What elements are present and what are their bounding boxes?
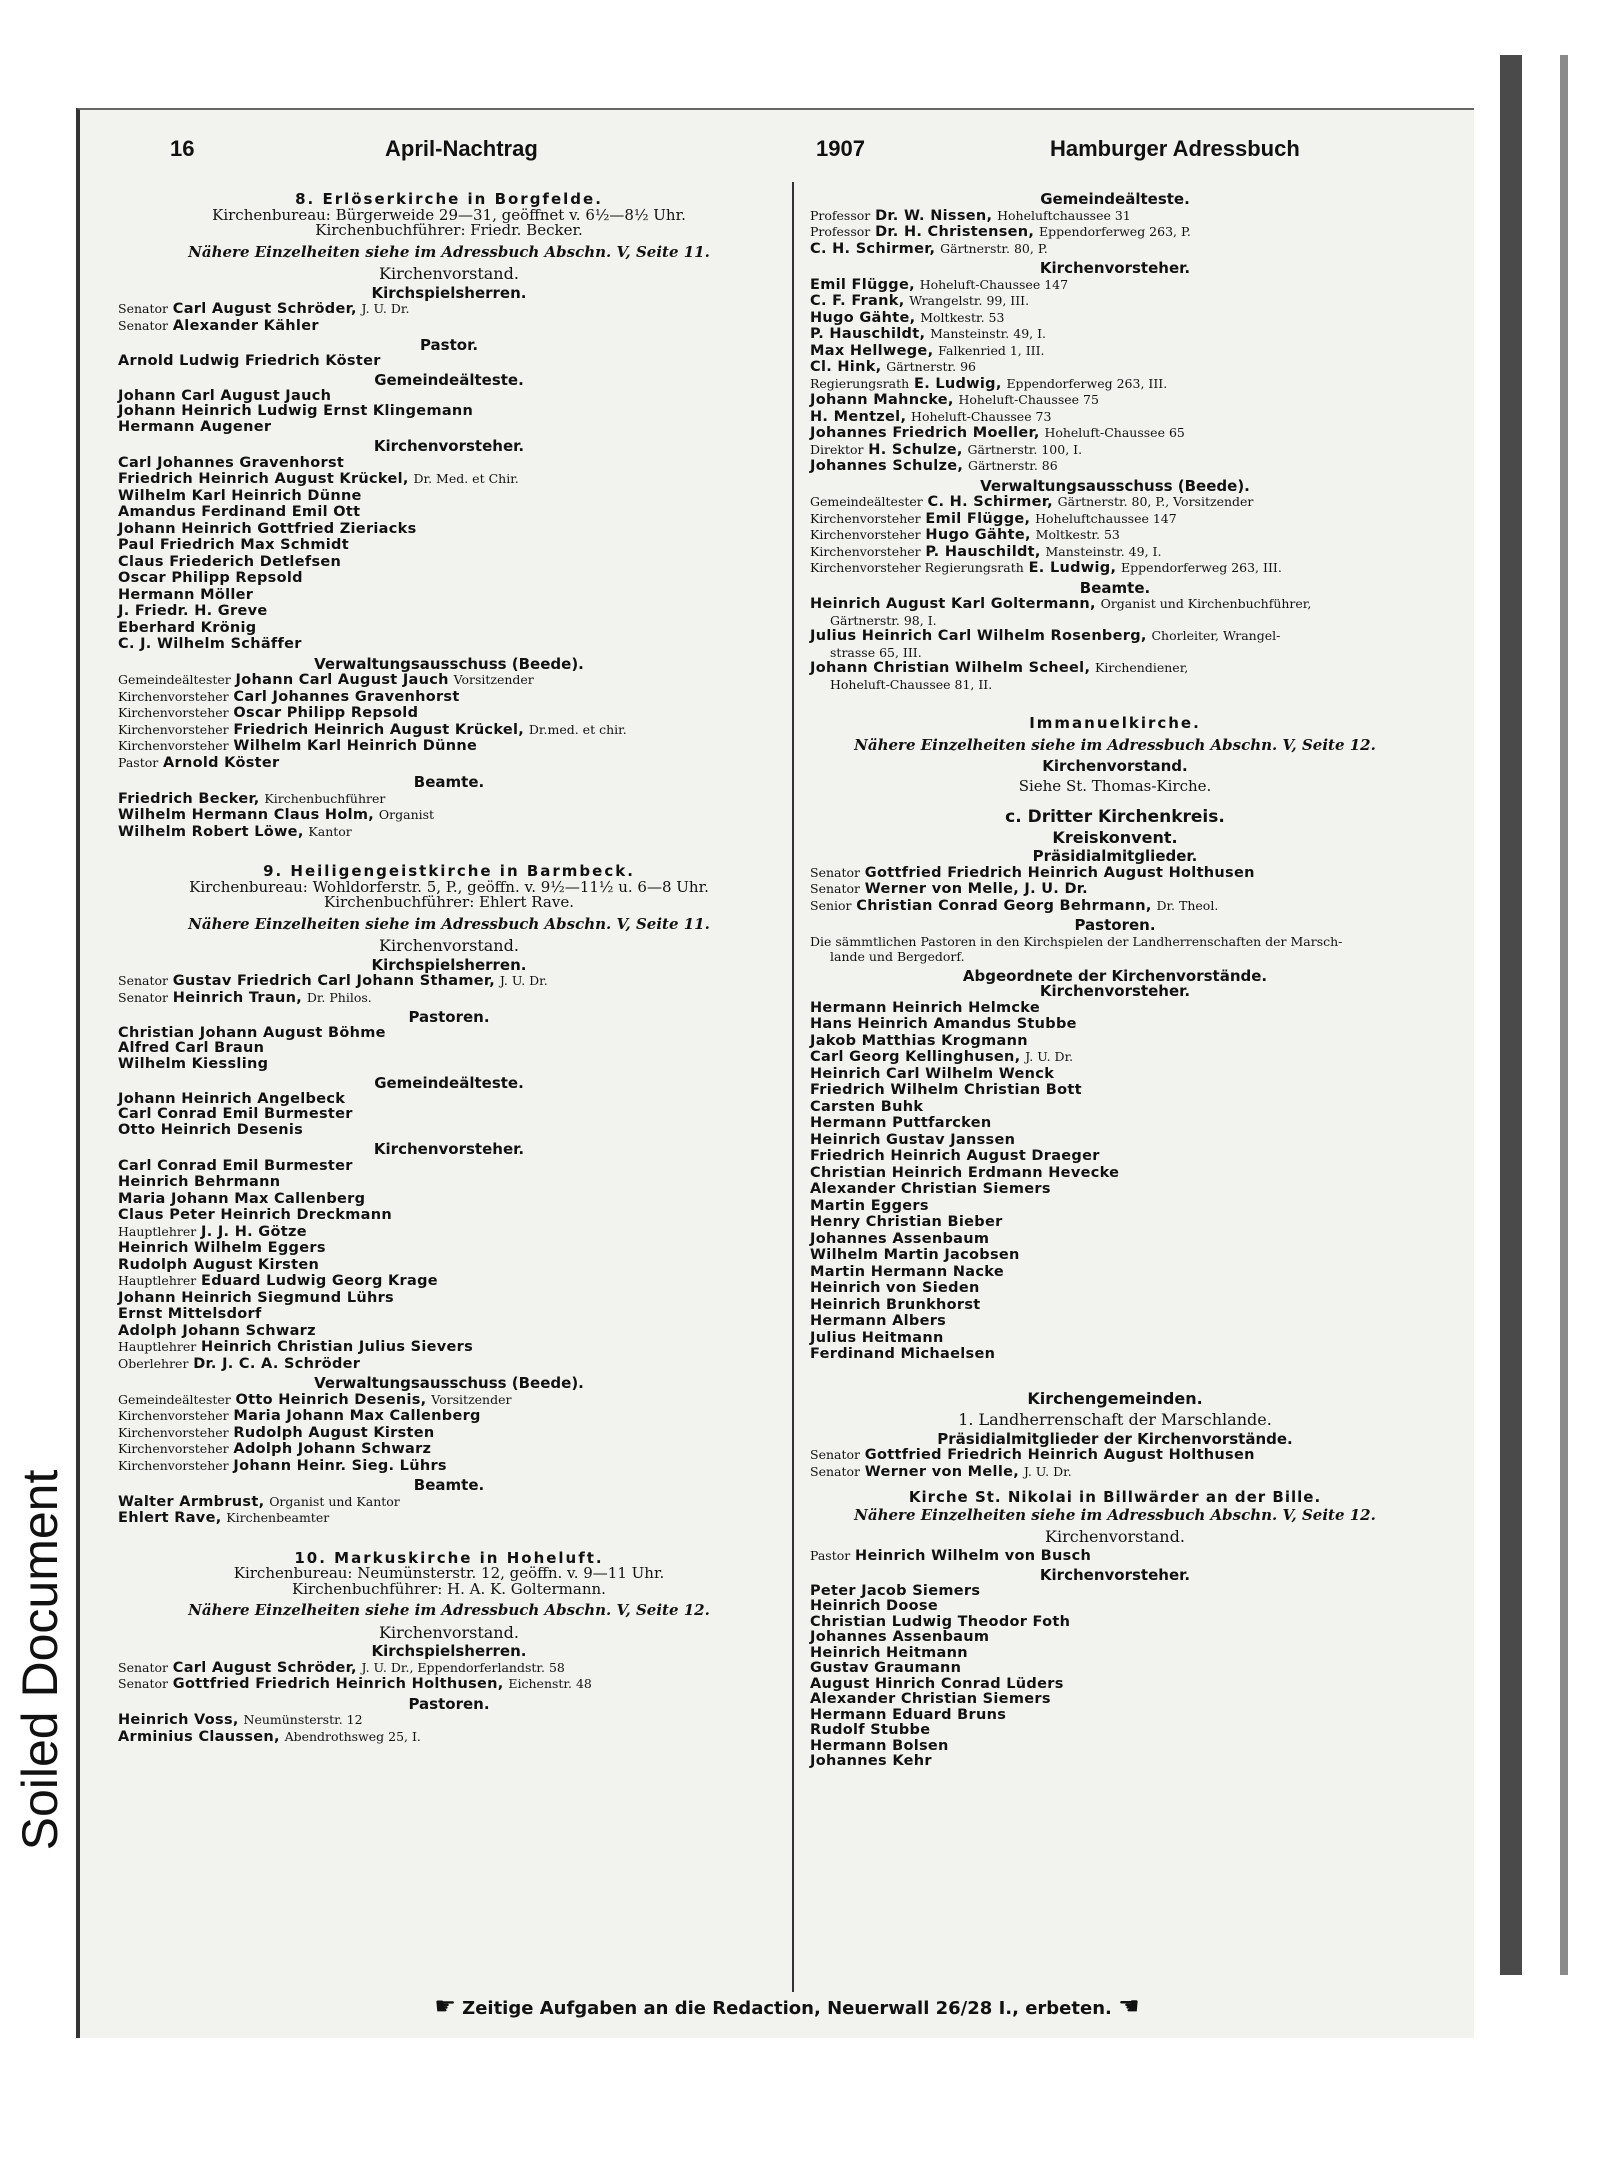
list-item: Heinrich Gustav Janssen: [810, 1131, 1016, 1148]
section-heading: Kirchengemeinden.: [1027, 1388, 1203, 1408]
name-list: [118, 1494, 780, 1527]
list-item: Arnold Ludwig Friedrich Köster: [118, 352, 381, 369]
subheading: Verwaltungsausschuss (Beede).: [314, 1374, 584, 1392]
list-item: Pastor Heinrich Wilhelm von Busch: [810, 1547, 1092, 1564]
details-reference: Nähere Einzelheiten siehe im Adressbuch Abschn. V, Seite 12.: [854, 1505, 1376, 1524]
details-reference: Nähere Einzelheiten siehe im Adressbuch Abschn. V, Seite 11.: [188, 242, 710, 261]
list-item: Emil Flügge, Hoheluft-Chaussee 147: [810, 276, 1069, 293]
subheading: Beamte.: [1079, 578, 1151, 597]
list-item: Martin Eggers: [810, 1197, 929, 1214]
scan-edge-bar-secondary: [1560, 55, 1568, 1975]
subheading: Gemeindeälteste.: [374, 371, 524, 389]
list-item: Hauptlehrer Eduard Ludwig Georg Krage: [118, 1273, 438, 1289]
subheading: Pastoren.: [1074, 916, 1156, 934]
subheading: Pastoren.: [408, 1694, 490, 1713]
list-item: Claus Peter Heinrich Dreckmann: [118, 1207, 392, 1223]
subheading: Kirchenvorsteher.: [373, 437, 525, 455]
list-item: Senator Gustav Friedrich Carl Johann Sthamer, J. U. Dr.: [118, 973, 548, 989]
header-title: Hamburger Adressbuch: [1050, 136, 1300, 161]
list-item: Professor Dr. H. Christensen, Eppendorferweg 263, P.: [810, 224, 1191, 240]
list-item: Friedrich Heinrich August Draeger: [810, 1148, 1100, 1164]
name-list: [810, 494, 1420, 577]
list-item: Gustav Graumann: [810, 1660, 962, 1676]
list-item: Johannes Assenbaum: [810, 1230, 990, 1247]
list-item: Julius Heitmann: [810, 1329, 944, 1346]
page-header: [130, 136, 1454, 176]
list-item: Direktor H. Schulze, Gärtnerstr. 100, I.: [810, 441, 1083, 458]
list-item: Johannes Kehr: [810, 1753, 932, 1769]
bureau-info: Kirchenbureau: Wohldorferstr. 5, P., geöffn. v. 9½—11½ u. 6—8 Uhr.: [189, 877, 709, 896]
subheading: Beamte.: [413, 773, 485, 791]
name-list: [810, 865, 1420, 915]
list-item: Julius Heinrich Carl Wilhelm Rosenberg, Chorleiter, Wrangel- strasse 65, III.: [810, 628, 1281, 660]
list-item: Adolph Johann Schwarz: [118, 1322, 316, 1339]
list-item: Kirchenvorsteher P. Hauschildt, Mansteinstr. 49, I.: [810, 543, 1162, 560]
list-item: Friedrich Becker, Kirchenbuchführer: [118, 790, 386, 807]
list-item: Hermann Eduard Bruns: [810, 1706, 1007, 1723]
name-list: [118, 672, 780, 771]
list-item: Senator Gottfried Friedrich Heinrich August Holthusen: [810, 1447, 1255, 1463]
list-item: Maria Johann Max Callenberg: [118, 1190, 366, 1207]
column-divider: [792, 182, 794, 1992]
list-item: Henry Christian Bieber: [810, 1214, 1003, 1230]
list-item: Senator Werner von Melle, J. U. Dr.: [810, 1463, 1072, 1480]
list-item: Hermann Puttfarcken: [810, 1115, 992, 1131]
list-item: Hauptlehrer Heinrich Christian Julius Sievers: [118, 1339, 474, 1355]
list-item: Cl. Hink, Gärtnerstr. 96: [810, 359, 976, 375]
subheading: Verwaltungsausschuss (Beede).: [980, 476, 1250, 495]
list-item: Ferdinand Michaelsen: [810, 1346, 996, 1362]
list-item: Carl Georg Kellinghusen, J. U. Dr.: [810, 1049, 1074, 1065]
section-heading: Immanuelkirche.: [1029, 714, 1201, 732]
list-item: Senator Heinrich Traun, Dr. Philos.: [118, 989, 372, 1006]
document-page: [76, 108, 1474, 2038]
name-list: [810, 596, 1420, 692]
header-section: April-Nachtrag: [385, 136, 538, 161]
name-list: [810, 208, 1420, 258]
list-item: H. Mentzel, Hoheluft-Chaussee 73: [810, 408, 1052, 425]
page-number: 16: [170, 136, 195, 161]
name-list: [118, 1026, 780, 1073]
subheading: Kirchenvorstand.: [379, 936, 519, 955]
name-list: [810, 1584, 1420, 1770]
list-item: Otto Heinrich Desenis: [118, 1121, 304, 1138]
list-item: Kirchenvorsteher Adolph Johann Schwarz: [118, 1441, 432, 1457]
list-item: J. Friedr. H. Greve: [118, 603, 268, 619]
list-item: Eberhard Krönig: [118, 619, 257, 636]
section-heading: c. Dritter Kirchenkreis.: [1005, 807, 1225, 827]
left-column: [118, 192, 780, 1745]
subheading: Kirchspielsherren.: [371, 955, 527, 974]
list-item: Heinrich Carl Wilhelm Wenck: [810, 1065, 1055, 1082]
list-item: Senator Werner von Melle, J. U. Dr.: [810, 881, 1088, 897]
subheading: Kirchspielsherren.: [371, 283, 527, 302]
list-item: Wilhelm Hermann Claus Holm, Organist: [118, 807, 435, 823]
subheading: Kirchenvorstand.: [1042, 757, 1188, 775]
list-item: Heinrich Doose: [810, 1598, 938, 1614]
section-heading: 8. Erlöserkirche in Borgfelde.: [295, 190, 603, 208]
list-item: Johannes Schulze, Gärtnerstr. 86: [810, 458, 1058, 474]
name-list: [810, 1000, 1420, 1363]
list-item: Christian Johann August Böhme: [118, 1024, 386, 1041]
list-item: Carsten Buhk: [810, 1098, 924, 1115]
list-item: Johann Mahncke, Hoheluft-Chaussee 75: [810, 392, 1099, 408]
reference-text: Siehe St. Thomas-Kirche.: [1018, 776, 1212, 795]
list-item: Peter Jacob Siemers: [810, 1582, 981, 1599]
list-item: Martin Hermann Nacke: [810, 1263, 1004, 1280]
list-item: Jakob Matthias Krogmann: [810, 1032, 1028, 1049]
list-item: Johann Heinrich Ludwig Ernst Klingemann: [118, 403, 474, 419]
subheading: Beamte.: [413, 1476, 485, 1494]
name-list: [118, 1092, 780, 1139]
list-item: Arminius Claussen, Abendrothsweg 25, I.: [118, 1728, 421, 1745]
list-item: Johannes Friedrich Moeller, Hoheluft-Chaussee 65: [810, 425, 1185, 441]
list-item: Hugo Gähte, Moltkestr. 53: [810, 309, 1005, 326]
list-item: Wilhelm Karl Heinrich Dünne: [118, 487, 362, 504]
list-item: Kirchenvorsteher Wilhelm Karl Heinrich Dünne: [118, 738, 478, 754]
list-item: C. H. Schirmer, Gärtnerstr. 80, P.: [810, 240, 1048, 257]
list-item: Christian Heinrich Erdmann Hevecke: [810, 1164, 1120, 1181]
list-item: Senior Christian Conrad Georg Behrmann, Dr. Theol.: [810, 897, 1219, 914]
section-heading: Kirche St. Nikolai in Billwärder an der Bille.: [908, 1488, 1322, 1506]
list-item: Alexander Christian Siemers: [810, 1691, 1051, 1707]
subheading: Verwaltungsausschuss (Beede).: [314, 654, 584, 673]
list-item: Hermann Möller: [118, 586, 254, 603]
section-heading: 10. Markuskirche in Hoheluft.: [294, 1548, 604, 1567]
name-list: [810, 277, 1420, 475]
list-item: Amandus Ferdinand Emil Ott: [118, 504, 361, 520]
bureau-info: Kirchenbureau: Neumünsterstr. 12, geöffn. v. 9—11 Uhr.: [233, 1564, 665, 1582]
list-item: Oberlehrer Dr. J. C. A. Schröder: [118, 1355, 361, 1372]
scan-edge-bar: [1500, 55, 1522, 1975]
list-item: Heinrich Behrmann: [118, 1174, 281, 1190]
subheading: Kirchenvorstand.: [379, 1622, 519, 1642]
list-item: Wilhelm Robert Löwe, Kantor: [118, 823, 352, 840]
list-item: Senator Gottfried Friedrich Heinrich Holthusen, Eichenstr. 48: [118, 1676, 592, 1692]
pastoren-note: Die sämmtlichen Pastoren in den Kirchspielen der Landherrenschaften der Marsch- lande und Bergedorf.: [810, 933, 1343, 964]
list-item: Heinrich Brunkhorst: [810, 1296, 981, 1313]
subheading: Kirchenvorstand.: [379, 264, 519, 283]
list-item: Kirchenvorsteher Regierungsrath E. Ludwig, Eppendorferweg 263, III.: [810, 560, 1282, 576]
page-footer: [130, 1992, 1444, 2020]
list-item: Heinrich Voss, Neumünsterstr. 12: [118, 1712, 363, 1728]
subheading: Kreiskonvent.: [1052, 827, 1178, 847]
pointing-hand-icon: ☚: [1118, 1992, 1140, 2020]
list-item: Alfred Carl Braun: [118, 1040, 265, 1056]
list-item: Heinrich August Karl Goltermann, Organist und Kirchenbuchführer, Gärtnerstr. 98, I.: [810, 596, 1312, 628]
list-item: Hermann Heinrich Helmcke: [810, 999, 1040, 1016]
name-list: [118, 1158, 780, 1373]
buchfuehrer-info: Kirchenbuchführer: Friedr. Becker.: [315, 221, 583, 239]
name-list: [118, 1660, 780, 1693]
name-list: [118, 791, 780, 841]
list-item: Regierungsrath E. Ludwig, Eppendorferweg 263, III.: [810, 375, 1168, 392]
list-item: Johannes Assenbaum: [810, 1629, 990, 1645]
list-item: Kirchenvorsteher Emil Flügge, Hoheluftchaussee 147: [810, 510, 1177, 527]
subheading: Kirchenvorsteher.: [1039, 1566, 1191, 1584]
list-item: Hermann Albers: [810, 1313, 947, 1329]
list-item: Friedrich Wilhelm Christian Bott: [810, 1082, 1082, 1098]
list-item: Alexander Christian Siemers: [810, 1181, 1051, 1197]
subheading: Präsidialmitglieder der Kirchenvorstände.: [937, 1429, 1293, 1448]
list-item: Christian Ludwig Theodor Foth: [810, 1613, 1071, 1630]
header-year: 1907: [816, 136, 865, 161]
list-item: Kirchenvorsteher Rudolph August Kirsten: [118, 1424, 435, 1441]
subheading: Abgeordnete der Kirchenvorstände.: [962, 966, 1268, 985]
list-item: Kirchenvorsteher Hugo Gähte, Moltkestr. 53: [810, 527, 1120, 543]
name-list: [118, 301, 780, 334]
list-item: Hermann Augener: [118, 418, 272, 435]
soiled-document-stamp: Soiled Document: [12, 1469, 68, 1851]
details-reference: Nähere Einzelheiten siehe im Adressbuch Abschn. V, Seite 11.: [188, 914, 710, 933]
list-item: Kirchenvorsteher Johann Heinr. Sieg. Lührs: [118, 1457, 447, 1474]
name-list: [118, 389, 780, 436]
buchfuehrer-info: Kirchenbuchführer: H. A. K. Goltermann.: [292, 1579, 606, 1598]
list-item: Wilhelm Martin Jacobsen: [810, 1247, 1020, 1263]
subheading: Präsidialmitglieder.: [1032, 847, 1198, 865]
list-item: Johann Heinrich Angelbeck: [118, 1090, 346, 1107]
bureau-info: Kirchenbureau: Bürgerweide 29—31, geöffnet v. 6½—8½ Uhr.: [212, 205, 686, 224]
subheading: Pastoren.: [408, 1008, 490, 1026]
list-item: Johann Christian Wilhelm Scheel, Kirchendiener, Hoheluft-Chaussee 81, II.: [810, 660, 1189, 692]
list-item: Paul Friedrich Max Schmidt: [118, 537, 349, 553]
list-item: Carl Conrad Emil Burmester: [118, 1157, 353, 1174]
list-item: Heinrich Heitmann: [810, 1644, 968, 1661]
subheading: Kirchenvorstand.: [1045, 1527, 1185, 1546]
list-item: Carl Johannes Gravenhorst: [118, 454, 345, 471]
list-item: Carl Conrad Emil Burmester: [118, 1106, 353, 1122]
list-item: Gemeindeältester Otto Heinrich Desenis, Vorsitzender: [118, 1391, 512, 1408]
list-item: Pastor Arnold Köster: [118, 754, 280, 771]
footer-text: Zeitige Aufgaben an die Redaction, Neuerwall 26/28 I., erbeten.: [462, 1998, 1112, 2019]
list-item: Oscar Philipp Repsold: [118, 570, 303, 586]
list-item: Rudolph August Kirsten: [118, 1256, 320, 1273]
list-item: Walter Armbrust, Organist und Kantor: [118, 1493, 400, 1510]
list-item: Ernst Mittelsdorf: [118, 1306, 262, 1322]
pointing-hand-icon: ☛: [434, 1992, 456, 2020]
list-item: August Hinrich Conrad Lüders: [810, 1675, 1064, 1692]
subheading: Kirchenvorsteher.: [1039, 259, 1191, 277]
list-item: Johann Heinrich Gottfried Zieriacks: [118, 520, 417, 537]
list-item: P. Hauschildt, Mansteinstr. 49, I.: [810, 326, 1046, 342]
name-list: [118, 1712, 780, 1745]
list-item: Heinrich Wilhelm Eggers: [118, 1240, 326, 1256]
list-item: Senator Carl August Schröder, J. U. Dr.: [118, 301, 410, 317]
list-item: Hauptlehrer J. J. H. Götze: [118, 1223, 307, 1240]
list-item: Senator Gottfried Friedrich Heinrich August Holthusen: [810, 864, 1255, 881]
details-reference: Nähere Einzelheiten siehe im Adressbuch Abschn. V, Seite 12.: [188, 1601, 710, 1619]
list-item: Claus Friederich Detlefsen: [118, 553, 342, 570]
name-list: [118, 1392, 780, 1475]
list-item: Heinrich von Sieden: [810, 1280, 980, 1296]
list-item: Johann Carl August Jauch: [118, 387, 332, 404]
list-item: Johann Heinrich Siegmund Lührs: [118, 1289, 394, 1306]
list-item: Max Hellwege, Falkenried 1, III.: [810, 342, 1045, 359]
subheading: Pastor.: [419, 336, 479, 354]
list-item: Ehlert Rave, Kirchenbeamter: [118, 1510, 330, 1526]
right-column: [810, 192, 1420, 1770]
section-heading: 9. Heiligengeistkirche in Barmbeck.: [263, 862, 635, 880]
list-item: Wilhelm Kiessling: [118, 1055, 269, 1072]
list-item: C. F. Frank, Wrangelstr. 99, III.: [810, 293, 1030, 309]
list-item: C. J. Wilhelm Schäffer: [118, 636, 302, 652]
subheading: Kirchenvorsteher.: [1039, 982, 1191, 1000]
name-list: [810, 1447, 1420, 1480]
list-item: Friedrich Heinrich August Krückel, Dr. Med. et Chir.: [118, 471, 519, 487]
details-reference: Nähere Einzelheiten siehe im Adressbuch Abschn. V, Seite 12.: [854, 735, 1376, 754]
subheading: Kirchenvorsteher.: [373, 1140, 525, 1158]
list-item: Professor Dr. W. Nissen, Hoheluftchaussee 31: [810, 207, 1131, 224]
list-item: Kirchenvorsteher Friedrich Heinrich August Krückel, Dr.med. et chir.: [118, 721, 627, 738]
list-item: Gemeindeältester C. H. Schirmer, Gärtnerstr. 80, P., Vorsitzender: [810, 494, 1254, 510]
subheading: Gemeindeälteste.: [374, 1074, 524, 1092]
list-item: Senator Alexander Kähler: [118, 317, 319, 334]
list-item: Senator Carl August Schröder, J. U. Dr., Eppendorferlandstr. 58: [118, 1659, 565, 1676]
buchfuehrer-info: Kirchenbuchführer: Ehlert Rave.: [324, 893, 574, 911]
list-item: Rudolf Stubbe: [810, 1722, 931, 1738]
list-item: Gemeindeältester Johann Carl August Jauch Vorsitzender: [118, 672, 534, 688]
subheading: Kirchspielsherren.: [371, 1642, 527, 1660]
subheading: Gemeindeälteste.: [1040, 190, 1190, 208]
list-item: Kirchenvorsteher Maria Johann Max Callenberg: [118, 1408, 481, 1424]
list-item: Kirchenvorsteher Carl Johannes Gravenhorst: [118, 688, 460, 705]
name-list: [118, 455, 780, 653]
list-item: Hermann Bolsen: [810, 1737, 949, 1754]
list-item: Kirchenvorsteher Oscar Philipp Repsold: [118, 705, 419, 721]
name-list: [118, 973, 780, 1006]
subheading: 1. Landherrenschaft der Marschlande.: [958, 1410, 1272, 1429]
list-item: Hans Heinrich Amandus Stubbe: [810, 1016, 1077, 1032]
